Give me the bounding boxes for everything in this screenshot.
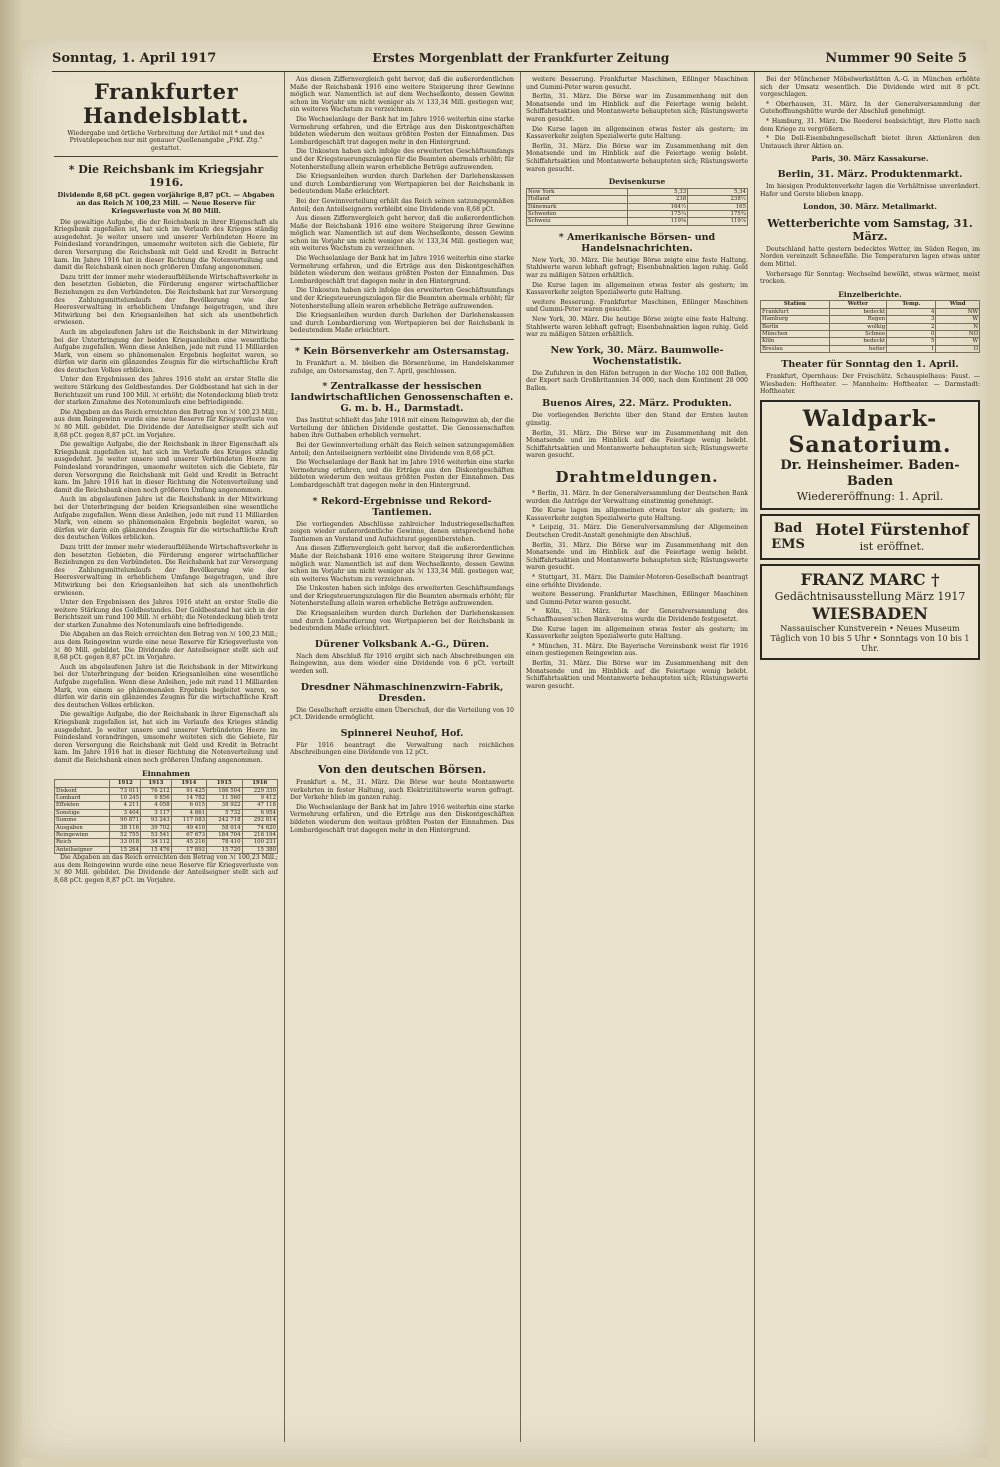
paragraph: Vorhersage für Sonntag: Wechselnd bewölkt, etwas wärmer, meist trocken. — [760, 270, 980, 286]
column-1 — [54, 76, 278, 1436]
notice-text: In Frankfurt a. M. bleiben die Börsenräume, im Handelskammer zufolge, am Ostersamstag, den 7. April, geschlossen. — [290, 360, 514, 375]
paragraph: Die vorliegenden Abschlüsse zahlreicher Industriegesellschaften zeigen wieder außerordentliche Gewinne, denen entsprechend hohe Tantiemen an Vorstand und Aufsichtsrat gegenüberstehen. — [290, 520, 514, 543]
ad-headline: Hotel Fürstenhof — [815, 519, 969, 539]
table-header-cell: 1916 — [242, 780, 277, 787]
table-cell: 73 011 — [110, 787, 141, 794]
table-cell: 90 871 — [110, 817, 141, 824]
paragraph: Die gewaltige Aufgabe, die der Reichsbank in ihrer Eigenschaft als Kriegsbank zugefallen ist, hat sich im Verlaufe des Krieges ständig ausgedehnt. Je weiter unsere und unserer Verbündeten Heere im Feindesland vorandringen, umsomehr weiteten sich die Gebiete, für deren Versorgung die Reichsbank mit Geld und Kredit in Betracht kam. Im Jahre 1916 hat in dieser Richtung die Notenverteilung und damit die Reichsbank einen noch größeren Umfang angenommen. — [54, 218, 278, 272]
table-cell: Summe — [55, 817, 110, 824]
paragraph: weitere Besserung. Frankfurter Maschinen, Eßlinger Maschinen und Gummi-Peter waren gesucht. — [526, 298, 748, 314]
table-cell: 74 620 — [242, 824, 277, 831]
table-cell: 119⅝ — [628, 218, 688, 225]
article-title: Spinnerei Neuhof, Hof. — [340, 727, 464, 739]
table-header-cell: Wind — [936, 301, 980, 308]
table-cell: 292 814 — [242, 817, 277, 824]
ad-note: Wiedereröffnung: 1. April. — [796, 489, 944, 503]
paragraph: Die Kurse lagen im allgemeinen etwas fester als gestern; im Kassaverkehr zeigten Spezialwerte gute Haltung. — [526, 281, 748, 297]
paragraph: Auch im abgelaufenen Jahre ist die Reichsbank in der Mitwirkung bei der Unterbringung der beiden Kriegsanleihen eine wesentliche Aufgabe zugefallen. Wenn diese Anleihen, jede mit rund 11 Milliarden Mark, von einem so phänomenalen Ergebnis begleitet waren, so dürfen wir darin ein glänzendes Zeugnis für die wirtschaftliche Kraft des deutschen Volkes erblicken. — [54, 496, 278, 542]
paragraph: Die Wechselanlage der Bank hat im Jahre 1916 weiterhin eine starke Vermehrung erfahren, und die Erträge aus den Diskontgeschäften bildeten wiederum den weitaus größten Posten der Einnahmen. Das Lombardgeschäft trat dagegen mehr in den Hintergrund. — [290, 803, 514, 834]
article-title: Buenos Aires, 22. März. Produkten. — [542, 398, 732, 410]
table-cell: 5 — [887, 338, 936, 345]
table-cell: 175¾ — [688, 210, 748, 217]
table-row — [527, 196, 748, 203]
column-rule — [520, 72, 521, 1442]
table-header-cell — [55, 780, 110, 787]
table-cell: 0 — [887, 330, 936, 337]
column-2 — [290, 76, 514, 1436]
table-cell: 6 015 — [171, 802, 206, 809]
table-cell: Schweden — [527, 210, 628, 217]
table-row — [527, 218, 748, 225]
table-cell: 4 211 — [110, 802, 141, 809]
table-cell: 67 673 — [171, 832, 206, 839]
paragraph: Frankfurt, Opernhaus: Der Freischütz. Schauspielhaus: Faust. — Wiesbaden: Hoftheater. — Mannheim: Hoftheater. — Darmstadt: Hoftheater. — [760, 373, 980, 396]
paragraph: Aus diesen Ziffernvergleich geht hervor, daß die außerordentlichen Maße der Reichsbank 1916 eine weitere Steigerung ihrer Gewinne möglich war. Namentlich ist auf dem Wechselkonto, dessen Gewinn schon im Vorjahr um nicht weniger als ℳ 133,34 Mill. gestiegen war, ein weiteres Wachstum zu verzeichnen. — [290, 545, 514, 583]
table-cell: 5,34 — [688, 188, 748, 195]
table-cell: Effekten — [55, 802, 110, 809]
table-cell: 3 117 — [141, 809, 172, 816]
section-title: Drahtmeldungen. — [555, 468, 719, 487]
section-title: Theater für Sonntag den 1. April. — [781, 359, 959, 371]
table-cell: 38 922 — [207, 802, 242, 809]
table-cell: heiter — [829, 345, 887, 352]
table-row — [527, 203, 748, 210]
table-header-cell: Wetter — [829, 301, 887, 308]
paragraph: Aus diesen Ziffernvergleich geht hervor, daß die außerordentlichen Maße der Reichsbank 1916 eine weitere Steigerung ihrer Gewinne möglich war. Namentlich ist auf dem Wechselkonto, dessen Gewinn schon im Vorjahr um nicht weniger als ℳ 133,34 Mill. gestiegen war, ein weiteres Wachstum zu verzeichnen. — [290, 76, 514, 114]
table-cell: 38 116 — [110, 824, 141, 831]
table-cell: wolkig — [829, 323, 887, 330]
paragraph: Die Gesellschaft erzielte einen Überschuß, der die Verteilung von 10 pCt. Dividende ermöglicht. — [290, 706, 514, 722]
paragraph: Die Kurse lagen im allgemeinen etwas fester als gestern; im Kassaverkehr zeigten Spezialwerte gute Haltung. — [526, 507, 748, 522]
paragraph: Auch im abgelaufenen Jahre ist die Reichsbank in der Mitwirkung bei der Unterbringung der beiden Kriegsanleihen eine wesentliche Aufgabe zugefallen. Wenn diese Anleihen, jede mit rund 11 Milliarden Mark, von einem so phänomenalen Ergebnis begleitet waren, so dürfen wir darin ein glänzendes Zeugnis für die wirtschaftliche Kraft des deutschen Volkes erblicken. — [54, 663, 278, 709]
paragraph: * Köln, 31. März. In der Generalversammlung des Schaaffhausen'schen Bankvereins wurde die Dividende festgesetzt. — [526, 608, 748, 623]
article-title: Berlin, 31. März. Produktenmarkt. — [777, 168, 963, 180]
table-cell: 91 425 — [171, 787, 206, 794]
table-row — [55, 832, 278, 839]
table-cell: Regen — [829, 316, 887, 323]
paragraph: Die Kurse lagen im allgemeinen etwas fester als gestern; im Kassaverkehr zeigten Spezialwerte gute Haltung. — [526, 125, 748, 141]
newspaper-page — [22, 40, 987, 1458]
page-gutter — [0, 0, 22, 1467]
table-cell: Diskont — [55, 787, 110, 794]
paragraph: Frankfurt a. M., 31. März. Die Börse war heute Montanwerte verkehrten in fester Haltung, auch Elektrizitätswerte waren gefragt. Der Verkehr blieb im ganzen ruhig. — [290, 779, 514, 802]
ad-headline: Waldpark-Sanatorium. — [788, 405, 952, 458]
table-cell: 4 861 — [171, 809, 206, 816]
article-title: * Rekord-Ergebnisse und Rekord-Tantiemen. — [312, 495, 492, 518]
table-cell: 10 245 — [110, 794, 141, 801]
table-cell: Reich — [55, 839, 110, 846]
paragraph: * Stuttgart, 31. März. Die Daimler-Motoren-Gesellschaft beantragt eine erhöhte Dividende. — [526, 573, 748, 589]
paragraph: Die Wechselanlage der Bank hat im Jahre 1916 weiterhin eine starke Vermehrung erfahren, und die Erträge aus den Diskontgeschäften bildeten wiederum den weitaus größten Posten der Einnahmen. Das Lombardgeschäft trat dagegen mehr in den Hintergrund. — [290, 255, 514, 285]
paragraph: Die Wechselanlage der Bank hat im Jahre 1916 weiterhin eine starke Vermehrung erfahren, und die Erträge aus den Diskontgeschäften bildeten wiederum den weitaus größten Posten der Einnahmen. Das Lombardgeschäft trat dagegen mehr in den Hintergrund. — [290, 459, 514, 489]
table-cell: 3 — [887, 316, 936, 323]
table-row — [527, 210, 748, 217]
table-row — [55, 794, 278, 801]
table-cell: 15 720 — [207, 846, 242, 853]
article-title: * Zentralkasse der hessischen landwirtschaftlichen Genossenschaften e. G. m. b. H., Darmstadt. — [290, 381, 514, 415]
ad-note: Nassauischer Kunstverein • Neues Museum — [780, 623, 960, 633]
divider — [290, 339, 514, 340]
table-cell: Hamburg — [761, 316, 830, 323]
table-cell: 15 380 — [242, 846, 277, 853]
table-cell: 117 083 — [171, 817, 206, 824]
paragraph: Unter den Ergebnissen des Jahres 1916 steht an erster Stelle die weitere Stärkung des Goldbestandes. Der Goldbestand hat sich in der Berichtszeit um rund 100 Mill. ℳ erhöht; die Notendeckung blieb trotz der starken Zunahme des Notenumlaufs eine befriedigende. — [54, 376, 278, 407]
page-header — [52, 48, 967, 72]
paragraph: Unter den Ergebnissen des Jahres 1916 steht an erster Stelle die weitere Stärkung des Goldbestandes. Der Goldbestand hat sich in der Berichtszeit um rund 100 Mill. ℳ erhöht; die Notendeckung blieb trotz der starken Zunahme des Notenumlaufs eine befriedigende. — [54, 599, 278, 629]
paragraph: * Die Dell-Eisenbahngesellschaft bietet ihren Aktionären den Umtausch ihrer Aktien an. — [760, 135, 980, 150]
table-cell: 47 118 — [242, 802, 277, 809]
table-header-cell: 1915 — [207, 780, 242, 787]
earnings-table — [54, 779, 278, 854]
column-rule — [284, 72, 285, 1442]
paragraph: New York, 30. März. Die heutige Börse zeigte eine feste Haltung. Stahlwerte waren lebhaft gefragt; Eisenbahnaktien lagen ruhig. Geld war zu mäßigen Sätzen erhältlich. — [526, 256, 748, 279]
table-cell: 33 018 — [110, 839, 141, 846]
paragraph: Dazu tritt der immer mehr wiederaufblühende Wirtschaftsverkehr in den besetzten Gebieten, die Förderung engerer wirtschaftlicher Beziehungen zu den Verbündeten. Die Reichsbank hat zur Versorgung des Zahlungsmittelumlaufs der Bevölkerung wie der Heeresverwaltung in erheblichem Umfange beigetragen, und ihre Mitwirkung bei den Kriegsanleihen hat sich als unentbehrlich erwiesen. — [54, 543, 278, 597]
paragraph: Deutschland hatte gestern bedecktes Wetter, im Süden Regen, im Norden vereinzelt Schneefälle. Die Temperaturen lagen etwas unter dem Mittel. — [760, 245, 980, 268]
table-cell: 9 856 — [141, 794, 172, 801]
paragraph: Die Kriegsanleihen wurden durch Darlehen der Darlehenskassen und durch Lombardierung von Wertpapieren bei der Reichsbank in bedeutendem Maße erleichtert. — [290, 312, 514, 335]
table-title: Einnahmen — [142, 768, 190, 778]
table-cell: Lombard — [55, 794, 110, 801]
paragraph: Bei der Münchener Möbelwerkstätten A.-G. in München erhöhte sich der Umsatz wesentlich. Die Dividende wird mit 8 pCt. vorgeschlagen. — [760, 76, 980, 99]
paragraph: New York, 30. März. Die heutige Börse zeigte eine feste Haltung. Stahlwerte waren lebhaft gefragt; Eisenbahnaktien lagen ruhig. Geld war zu mäßigen Sätzen erhältlich. — [526, 315, 748, 339]
paragraph: Aus diesen Ziffernvergleich geht hervor, daß die außerordentlichen Maße der Reichsbank 1916 eine weitere Steigerung ihrer Gewinne möglich war. Namentlich ist auf dem Wechselkonto, dessen Gewinn schon im Vorjahr um nicht weniger als ℳ 133,34 Mill. gestiegen war, ein weiteres Wachstum zu verzeichnen. — [290, 215, 514, 253]
table-row — [527, 188, 748, 195]
paragraph: Die Abgaben an das Reich erreichten den Betrag von ℳ 100,23 Mill.; aus dem Reingewinn wurde eine neue Reserve für Kriegsverluste von ℳ 80 Mill. gebildet. Die Dividende der Anteilseigner stellt sich auf 8,68 pCt. gegen 8,87 pCt. im Vorjahre. — [54, 408, 278, 439]
table-cell: 184 704 — [207, 832, 242, 839]
table-row — [761, 316, 980, 323]
weather-table — [760, 300, 980, 353]
table-cell: 218 194 — [242, 832, 277, 839]
table-cell: 229 330 — [242, 787, 277, 794]
article-title: * Die Reichsbank im Kriegsjahr 1916. — [68, 163, 264, 190]
paragraph: Die Abgaben an das Reich erreichten den Betrag von ℳ 100,23 Mill.; aus dem Reingewinn wurde eine neue Reserve für Kriegsverluste von ℳ 80 Mill. gebildet. Die Dividende der Anteilseigner stellt sich auf 8,68 pCt. gegen 8,87 pCt. im Vorjahre. — [54, 631, 278, 662]
ad-headline: FRANZ MARC † — [800, 569, 940, 589]
paragraph: Berlin, 31. März. Die Börse war im Zusammenhang mit den Monatsende und im Hinblick auf die Feiertage wenig belebt. Schiffahrtsaktien und Montanwerte behaupteten sich; Rüstungswerte waren gesucht. — [526, 659, 748, 690]
table-cell: 2 — [887, 323, 936, 330]
table-cell: 45 216 — [171, 839, 206, 846]
table-cell: 238 — [628, 196, 688, 203]
table-row — [55, 809, 278, 816]
column-3 — [526, 76, 748, 1436]
paragraph: * München, 31. März. Die Bayerische Vereinsbank weist für 1916 einen gestiegenen Reingewinn aus. — [526, 642, 748, 658]
table-header-cell: Station — [761, 301, 830, 308]
paragraph: Im hiesigen Produktenverkehr lagen die Verhältnisse unverändert. Hafer und Gerste blieben knapp. — [760, 182, 980, 198]
table-row — [761, 345, 980, 352]
table-cell: 58 014 — [207, 824, 242, 831]
table-cell: 175¼ — [628, 210, 688, 217]
section-title: Von den deutschen Börsen. — [317, 763, 487, 776]
paragraph: Bei der Gewinnverteilung erhält das Reich seinen satzungsgemäßen Anteil; den Anteilseignern verbleibt eine Dividende von 8,68 pCt. — [290, 197, 514, 213]
table-row — [761, 323, 980, 330]
table-header-cell: Temp. — [887, 301, 936, 308]
paragraph: Nach dem Abschluß für 1916 ergibt sich nach Abschreibungen ein Reingewinn, aus dem wieder eine Dividende von 6 pCt. verteilt werden soll. — [290, 652, 514, 676]
header-number: Nummer 90 Seite 5 — [825, 50, 967, 66]
table-cell: O — [936, 345, 980, 352]
table-cell: 165 — [688, 203, 748, 210]
table-cell: Reingewinn — [55, 832, 110, 839]
devisen-table — [526, 188, 748, 226]
paragraph: weitere Besserung. Frankfurter Maschinen, Eßlinger Maschinen und Gummi-Peter waren gesucht. — [526, 591, 748, 606]
table-cell: bedeckt — [829, 308, 887, 315]
table-cell: 76 212 — [141, 787, 172, 794]
table-cell: 93 243 — [141, 817, 172, 824]
table-cell: 14 782 — [171, 794, 206, 801]
masthead-note: Wiedergabe und örtliche Verbreitung der Artikel mit * und des Privatdepeschen nur mit genauer Quellenangabe „Frkf. Ztg.“ gestattet. — [67, 130, 265, 152]
table-row — [55, 839, 278, 846]
paragraph: Die Kriegsanleihen wurden durch Darlehen der Darlehenskassen und durch Lombardierung von Wertpapieren bei der Reichsbank in bedeutendem Maße erleichtert. — [290, 173, 514, 196]
table-cell: 1 — [887, 345, 936, 352]
ad-hotel-fuerstenhof — [760, 514, 980, 560]
article-title: New York, 30. März. Baumwolle-Wochenstatistik. — [550, 344, 724, 367]
paragraph: weitere Besserung. Frankfurter Maschinen, Eßlinger Maschinen und Gummi-Peter waren gesucht. — [526, 76, 748, 91]
section-title: Wetterberichte vom Samstag, 31. März. — [767, 216, 973, 243]
table-header-cell: 1913 — [141, 780, 172, 787]
table-cell: Frankfurt — [761, 308, 830, 315]
table-cell: 5 732 — [207, 809, 242, 816]
table-cell: Sonstige — [55, 809, 110, 816]
table-cell: Holland — [527, 196, 628, 203]
table-cell: Schweiz — [527, 218, 628, 225]
table-cell: W — [936, 338, 980, 345]
table-row — [55, 817, 278, 824]
section-title: * Amerikanische Börsen- und Handelsnachrichten. — [558, 231, 716, 254]
table-row — [55, 824, 278, 831]
table-title: Einzelberichte. — [838, 289, 902, 299]
paragraph: Die Unkosten haben sich infolge des erweiterten Geschäftsumfangs und der Kriegsteuerungszulagen für die Beamten abermals erhöht; für Notenherstellung allein waren erhebliche Beträge aufzuwenden. — [290, 287, 514, 310]
paragraph: Das Institut schließt das Jahr 1916 mit einem Reingewinn ab, der die Verteilung der üblichen Dividende gestattet. Die Genossenschaften haben ihre Guthaben erheblich vermehrt. — [290, 417, 514, 440]
table-row — [761, 308, 980, 315]
paragraph: * Hamburg, 31. März. Die Reederei beabsichtigt, ihre Flotte nach dem Kriege zu vergrößern. — [760, 117, 980, 133]
paragraph: Berlin, 31. März. Die Börse war im Zusammenhang mit den Monatsende und im Hinblick auf die Feiertage wenig belebt. Schiffahrtsaktien und Montanwerte behaupteten sich; Rüstungswerte waren gesucht. — [526, 429, 748, 460]
ad-word: Bad — [773, 520, 803, 536]
table-cell: Breslau — [761, 345, 830, 352]
ad-city: WIESBADEN — [812, 603, 928, 623]
table-cell: 119⅞ — [688, 218, 748, 225]
paragraph: Die gewaltige Aufgabe, die der Reichsbank in ihrer Eigenschaft als Kriegsbank zugefallen ist, hat sich im Verlaufe des Krieges ständig ausgedehnt. Je weiter unsere und unserer Verbündeten Heere im Feindesland vorandringen, umsomehr weiteten sich die Gebiete, für deren Versorgung die Reichsbank mit Geld und Kredit in Betracht kam. Im Jahre 1916 hat in dieser Richtung die Notenverteilung und damit die Reichsbank einen noch größeren Umfang angenommen. — [54, 711, 278, 764]
paragraph: Berlin, 31. März. Die Börse war im Zusammenhang mit den Monatsende und im Hinblick auf die Feiertage wenig belebt. Schiffahrtsaktien und Montanwerte behaupteten sich; Rüstungswerte waren gesucht. — [526, 541, 748, 572]
paragraph: Die Unkosten haben sich infolge des erweiterten Geschäftsumfangs und der Kriegsteuerungszulagen für die Beamten abermals erhöht; für Notenherstellung allein waren erhebliche Beträge aufzuwenden. — [290, 148, 514, 171]
table-cell: 4 058 — [141, 802, 172, 809]
ad-waldpark-sanatorium — [760, 400, 980, 510]
table-row — [55, 787, 278, 794]
table-cell: Dänemark — [527, 203, 628, 210]
table-row — [55, 802, 278, 809]
paragraph: * Leipzig, 31. März. Die Generalversammlung der Allgemeinen Deutschen Credit-Anstalt genehmigte den Abschluß. — [526, 524, 748, 539]
table-cell: 238½ — [688, 196, 748, 203]
table-row — [761, 330, 980, 337]
paragraph: Die Unkosten haben sich infolge des erweiterten Geschäftsumfangs und der Kriegsteuerungszulagen für die Beamten abermals erhöht; für Notenherstellung allein waren erhebliche Beträge aufzuwenden. — [290, 585, 514, 608]
table-cell: Schnee — [829, 330, 887, 337]
header-edition: Erstes Morgenblatt der Frankfurter Zeitung — [372, 51, 670, 65]
paragraph: Die Zufuhren in den Häfen betrugen in der Woche 102 000 Ballen, der Export nach Großbritannien 34 000, nach dem Kontinent 28 000 Ballen. — [526, 369, 748, 392]
paragraph: * Berlin, 31. März. In der Generalversammlung der Deutschen Bank wurden die Anträge der Verwaltung einstimmig genehmigt. — [526, 490, 748, 505]
table-cell: 186 504 — [207, 787, 242, 794]
paragraph: Bei der Gewinnverteilung erhält das Reich seinen satzungsgemäßen Anteil; den Anteilseignern verbleibt eine Dividende von 8,68 pCt. — [290, 441, 514, 457]
table-cell: NW — [936, 308, 980, 315]
table-cell: 164½ — [628, 203, 688, 210]
ad-subline: Dr. Heinsheimer. Baden-Baden — [780, 457, 960, 489]
divider — [54, 156, 278, 157]
table-cell: Anteilseigner — [55, 846, 110, 853]
table-cell: 9 412 — [242, 794, 277, 801]
table-row — [761, 338, 980, 345]
notice-title: * Kein Börsenverkehr am Ostersamstag. — [294, 346, 510, 357]
table-cell: München — [761, 330, 830, 337]
table-cell: 100 231 — [242, 839, 277, 846]
table-cell: bedeckt — [829, 338, 887, 345]
paragraph: Berlin, 31. März. Die Börse war im Zusammenhang mit den Monatsende und im Hinblick auf die Feiertage wenig belebt. Schiffahrtsaktien und Montanwerte behaupteten sich; Rüstungswerte waren gesucht. — [526, 142, 748, 173]
table-cell: Ausgaben — [55, 824, 110, 831]
table-cell: 34 112 — [141, 839, 172, 846]
header-date: Sonntag, 1. April 1917 — [52, 50, 217, 66]
paragraph: Auch im abgelaufenen Jahre ist die Reichsbank in der Mitwirkung bei der Unterbringung der beiden Kriegsanleihen eine wesentliche Aufgabe zugefallen. Wenn diese Anleihen, jede mit rund 11 Milliarden Mark, von einem so phänomenalen Ergebnis begleitet waren, so dürfen wir darin ein glänzendes Zeugnis für die wirtschaftliche Kraft des deutschen Volkes erblicken. — [54, 328, 278, 374]
table-cell: 5,33 — [628, 188, 688, 195]
table-cell: Köln — [761, 338, 830, 345]
table-cell: 49 410 — [171, 824, 206, 831]
table-row — [55, 846, 278, 853]
column-rule — [754, 72, 755, 1442]
table-cell: 4 — [887, 308, 936, 315]
paragraph: Berlin, 31. März. Die Börse war im Zusammenhang mit den Monatsende und im Hinblick auf die Feiertage wenig belebt. Schiffahrtsaktien und Montanwerte behaupteten sich; Rüstungswerte waren gesucht. — [526, 93, 748, 123]
ad-franz-marc — [760, 564, 980, 660]
table-title: Paris, 30. März Kassakurse. — [811, 154, 929, 164]
table-cell: Berlin — [761, 323, 830, 330]
table-cell: 6 954 — [242, 809, 277, 816]
table-cell: 11 560 — [207, 794, 242, 801]
masthead-title: Frankfurter Handelsblatt. — [82, 79, 250, 128]
table-header-cell: 1912 — [110, 780, 141, 787]
paragraph: Dazu tritt der immer mehr wiederaufblühende Wirtschaftsverkehr in den besetzten Gebieten, die Förderung engerer wirtschaftlicher Beziehungen zu den Verbündeten. Die Reichsbank hat zur Versorgung des Zahlungsmittelumlaufs der Bevölkerung wie der Heeresverwaltung in erheblichem Umfange beigetragen, und ihre Mitwirkung bei den Kriegsanleihen hat sich als unentbehrlich erwiesen. — [54, 273, 278, 327]
article-title: Dresdner Nähmaschinenzwirn-Fabrik, Dresden. — [300, 681, 504, 704]
paragraph: Die Kurse lagen im allgemeinen etwas fester als gestern; im Kassaverkehr zeigten Spezialwerte gute Haltung. — [526, 625, 748, 641]
table-title: London, 30. März. Metallmarkt. — [802, 202, 938, 212]
ad-note: Täglich von 10 bis 5 Uhr • Sonntags von 10 bis 1 Uhr. — [770, 633, 970, 653]
table-cell: 39 702 — [141, 824, 172, 831]
paragraph: * Oberhausen, 31. März. In der Generalversammlung der Gutehoffnungshütte wurde der Abschluß genehmigt. — [760, 100, 980, 116]
table-cell: W — [936, 316, 980, 323]
article-title: Dürener Volksbank A.-G., Düren. — [314, 638, 490, 650]
table-header-cell: 1914 — [171, 780, 206, 787]
paragraph: Die Wechselanlage der Bank hat im Jahre 1916 weiterhin eine starke Vermehrung erfahren, und die Erträge aus den Diskontgeschäften bildeten wiederum den weitaus größten Posten der Einnahmen. Das Lombardgeschäft trat dagegen mehr in den Hintergrund. — [290, 115, 514, 146]
table-cell: 15 476 — [141, 846, 172, 853]
table-cell: 3 404 — [110, 809, 141, 816]
table-cell: NO — [936, 330, 980, 337]
paragraph: Die Abgaben an das Reich erreichten den Betrag von ℳ 100,23 Mill.; aus dem Reingewinn wurde eine neue Reserve für Kriegsverluste von ℳ 80 Mill. gebildet. Die Dividende der Anteilseigner stellt sich auf 8,68 pCt. gegen 8,87 pCt. im Vorjahre. — [54, 854, 278, 885]
table-title: Devisenkurse — [608, 177, 666, 187]
paragraph: Für 1916 beantragt die Verwaltung nach reichlichen Abschreibungen eine Dividende von 12 pCt. — [290, 741, 514, 757]
ad-subline: Gedächtnisausstellung März 1917 — [774, 589, 966, 603]
table-cell: 52 755 — [110, 832, 141, 839]
column-4 — [760, 76, 980, 1436]
paragraph: Die Kriegsanleihen wurden durch Darlehen der Darlehenskassen und durch Lombardierung von Wertpapieren bei der Reichsbank in bedeutendem Maße erleichtert. — [290, 610, 514, 633]
ad-note: ist eröffnet. — [859, 539, 925, 553]
table-cell: 15 264 — [110, 846, 141, 853]
table-cell: 242 718 — [207, 817, 242, 824]
paragraph: Die gewaltige Aufgabe, die der Reichsbank in ihrer Eigenschaft als Kriegsbank zugefallen ist, hat sich im Verlaufe des Krieges ständig ausgedehnt. Je weiter unsere und unserer Verbündeten Heere im Feindesland vorandringen, umsomehr weiteten sich die Gebiete, für deren Versorgung die Reichsbank mit Geld und Kredit in Betracht kam. Im Jahre 1916 hat in dieser Richtung die Notenverteilung und damit die Reichsbank einen noch größeren Umfang angenommen. — [54, 441, 278, 494]
table-cell: 78 410 — [207, 839, 242, 846]
article-lead: Dividende 8,68 pCt. gegen vorjährige 8,87 pCt. — Abgaben an das Reich ℳ 100,23 Mill. — Neue Reserve für Kriegsverluste von ℳ 80 Mill. — [57, 191, 275, 215]
table-cell: 17 892 — [171, 846, 206, 853]
table-cell: New York — [527, 188, 628, 195]
paragraph: Die vorliegenden Berichte über den Stand der Ernten lauten günstig. — [526, 412, 748, 428]
table-cell: 53 541 — [141, 832, 172, 839]
ad-word: EMS — [771, 536, 805, 552]
table-cell: N — [936, 323, 980, 330]
